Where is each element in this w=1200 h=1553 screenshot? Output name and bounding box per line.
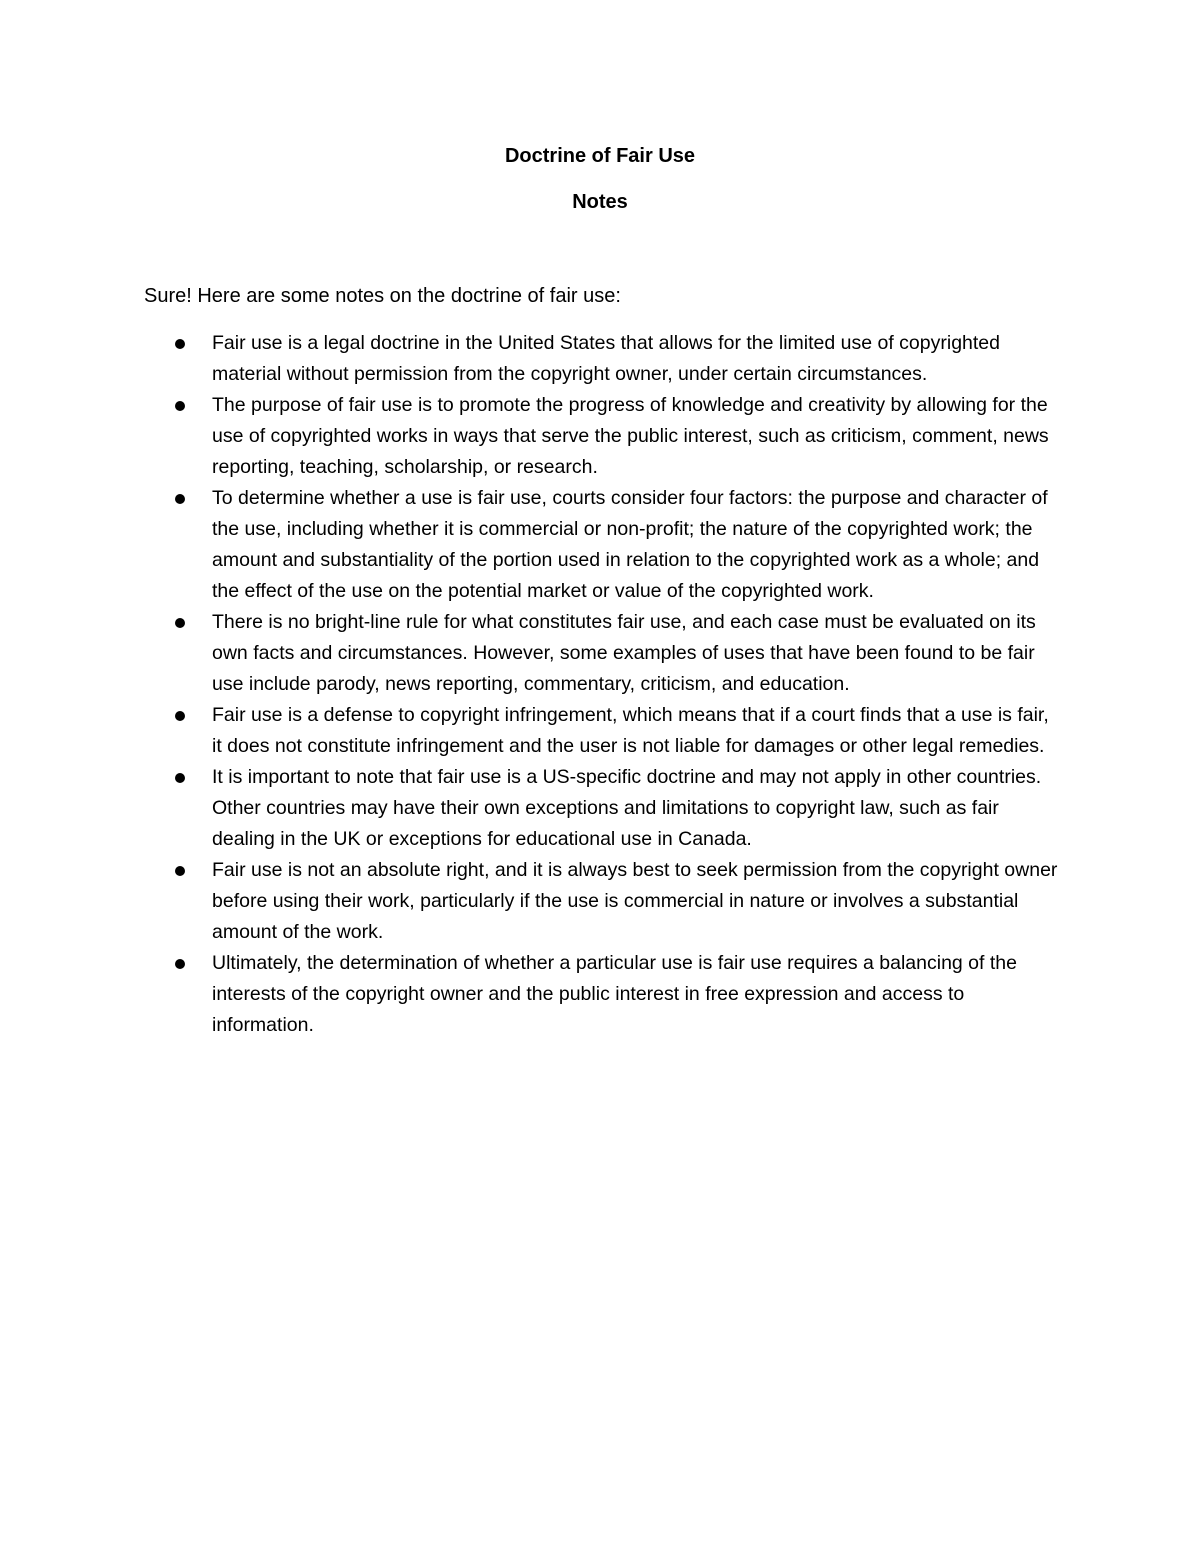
document-subtitle: Notes bbox=[572, 191, 628, 213]
list-item bbox=[0, 762, 1200, 855]
intro-paragraph: Sure! Here are some notes on the doctrine of fair use: bbox=[144, 285, 621, 307]
list-item bbox=[0, 328, 1200, 390]
bullet-icon bbox=[175, 866, 185, 876]
list-item bbox=[0, 948, 1200, 1041]
bullet-icon bbox=[175, 773, 185, 783]
bullet-text: It is important to note that fair use is a US-specific doctrine and may not apply in other countries. Other countries may have their own exceptions and limitations to copyright law, such as fair dealing in the UK or exceptions for educational use in Canada. bbox=[212, 766, 1042, 850]
bullet-icon bbox=[175, 959, 185, 969]
bullet-text: Fair use is not an absolute right, and it is always best to seek permission from the copyright owner before using their work, particularly if the use is commercial in nature or involves a substantial amount of the work. bbox=[212, 859, 1058, 943]
bullet-icon bbox=[175, 618, 185, 628]
bullet-icon bbox=[175, 401, 185, 411]
list-item bbox=[0, 700, 1200, 762]
bullet-text: Fair use is a defense to copyright infringement, which means that if a court finds that a use is fair, it does not constitute infringement and the user is not liable for damages or other legal remedies. bbox=[212, 704, 1049, 757]
list-item bbox=[0, 607, 1200, 700]
notes-bullet-list bbox=[0, 328, 1200, 1041]
bullet-text: To determine whether a use is fair use, courts consider four factors: the purpose and character of the use, including whether it is commercial or non-profit; the nature of the copyrighted work; the amount and substantiality of the portion used in relation to the copyrighted work as a whole; and the effect of the use on the potential market or value of the copyrighted work. bbox=[212, 487, 1048, 602]
bullet-text: Fair use is a legal doctrine in the United States that allows for the limited use of copyrighted material without permission from the copyright owner, under certain circumstances. bbox=[212, 332, 1000, 385]
bullet-icon bbox=[175, 494, 185, 504]
list-item bbox=[0, 390, 1200, 483]
bullet-text: Ultimately, the determination of whether a particular use is fair use requires a balancing of the interests of the copyright owner and the public interest in free expression and access to information. bbox=[212, 952, 1017, 1036]
bullet-text: The purpose of fair use is to promote the progress of knowledge and creativity by allowing for the use of copyrighted works in ways that serve the public interest, such as criticism, comment, news reporting, teaching, scholarship, or research. bbox=[212, 394, 1049, 478]
bullet-icon bbox=[175, 711, 185, 721]
bullet-icon bbox=[175, 339, 185, 349]
list-item bbox=[0, 855, 1200, 948]
document-title: Doctrine of Fair Use bbox=[504, 145, 696, 167]
bullet-text: There is no bright-line rule for what constitutes fair use, and each case must be evaluated on its own facts and circumstances. However, some examples of uses that have been found to be fair use include parody, news reporting, commentary, criticism, and education. bbox=[212, 611, 1036, 695]
list-item bbox=[0, 483, 1200, 607]
